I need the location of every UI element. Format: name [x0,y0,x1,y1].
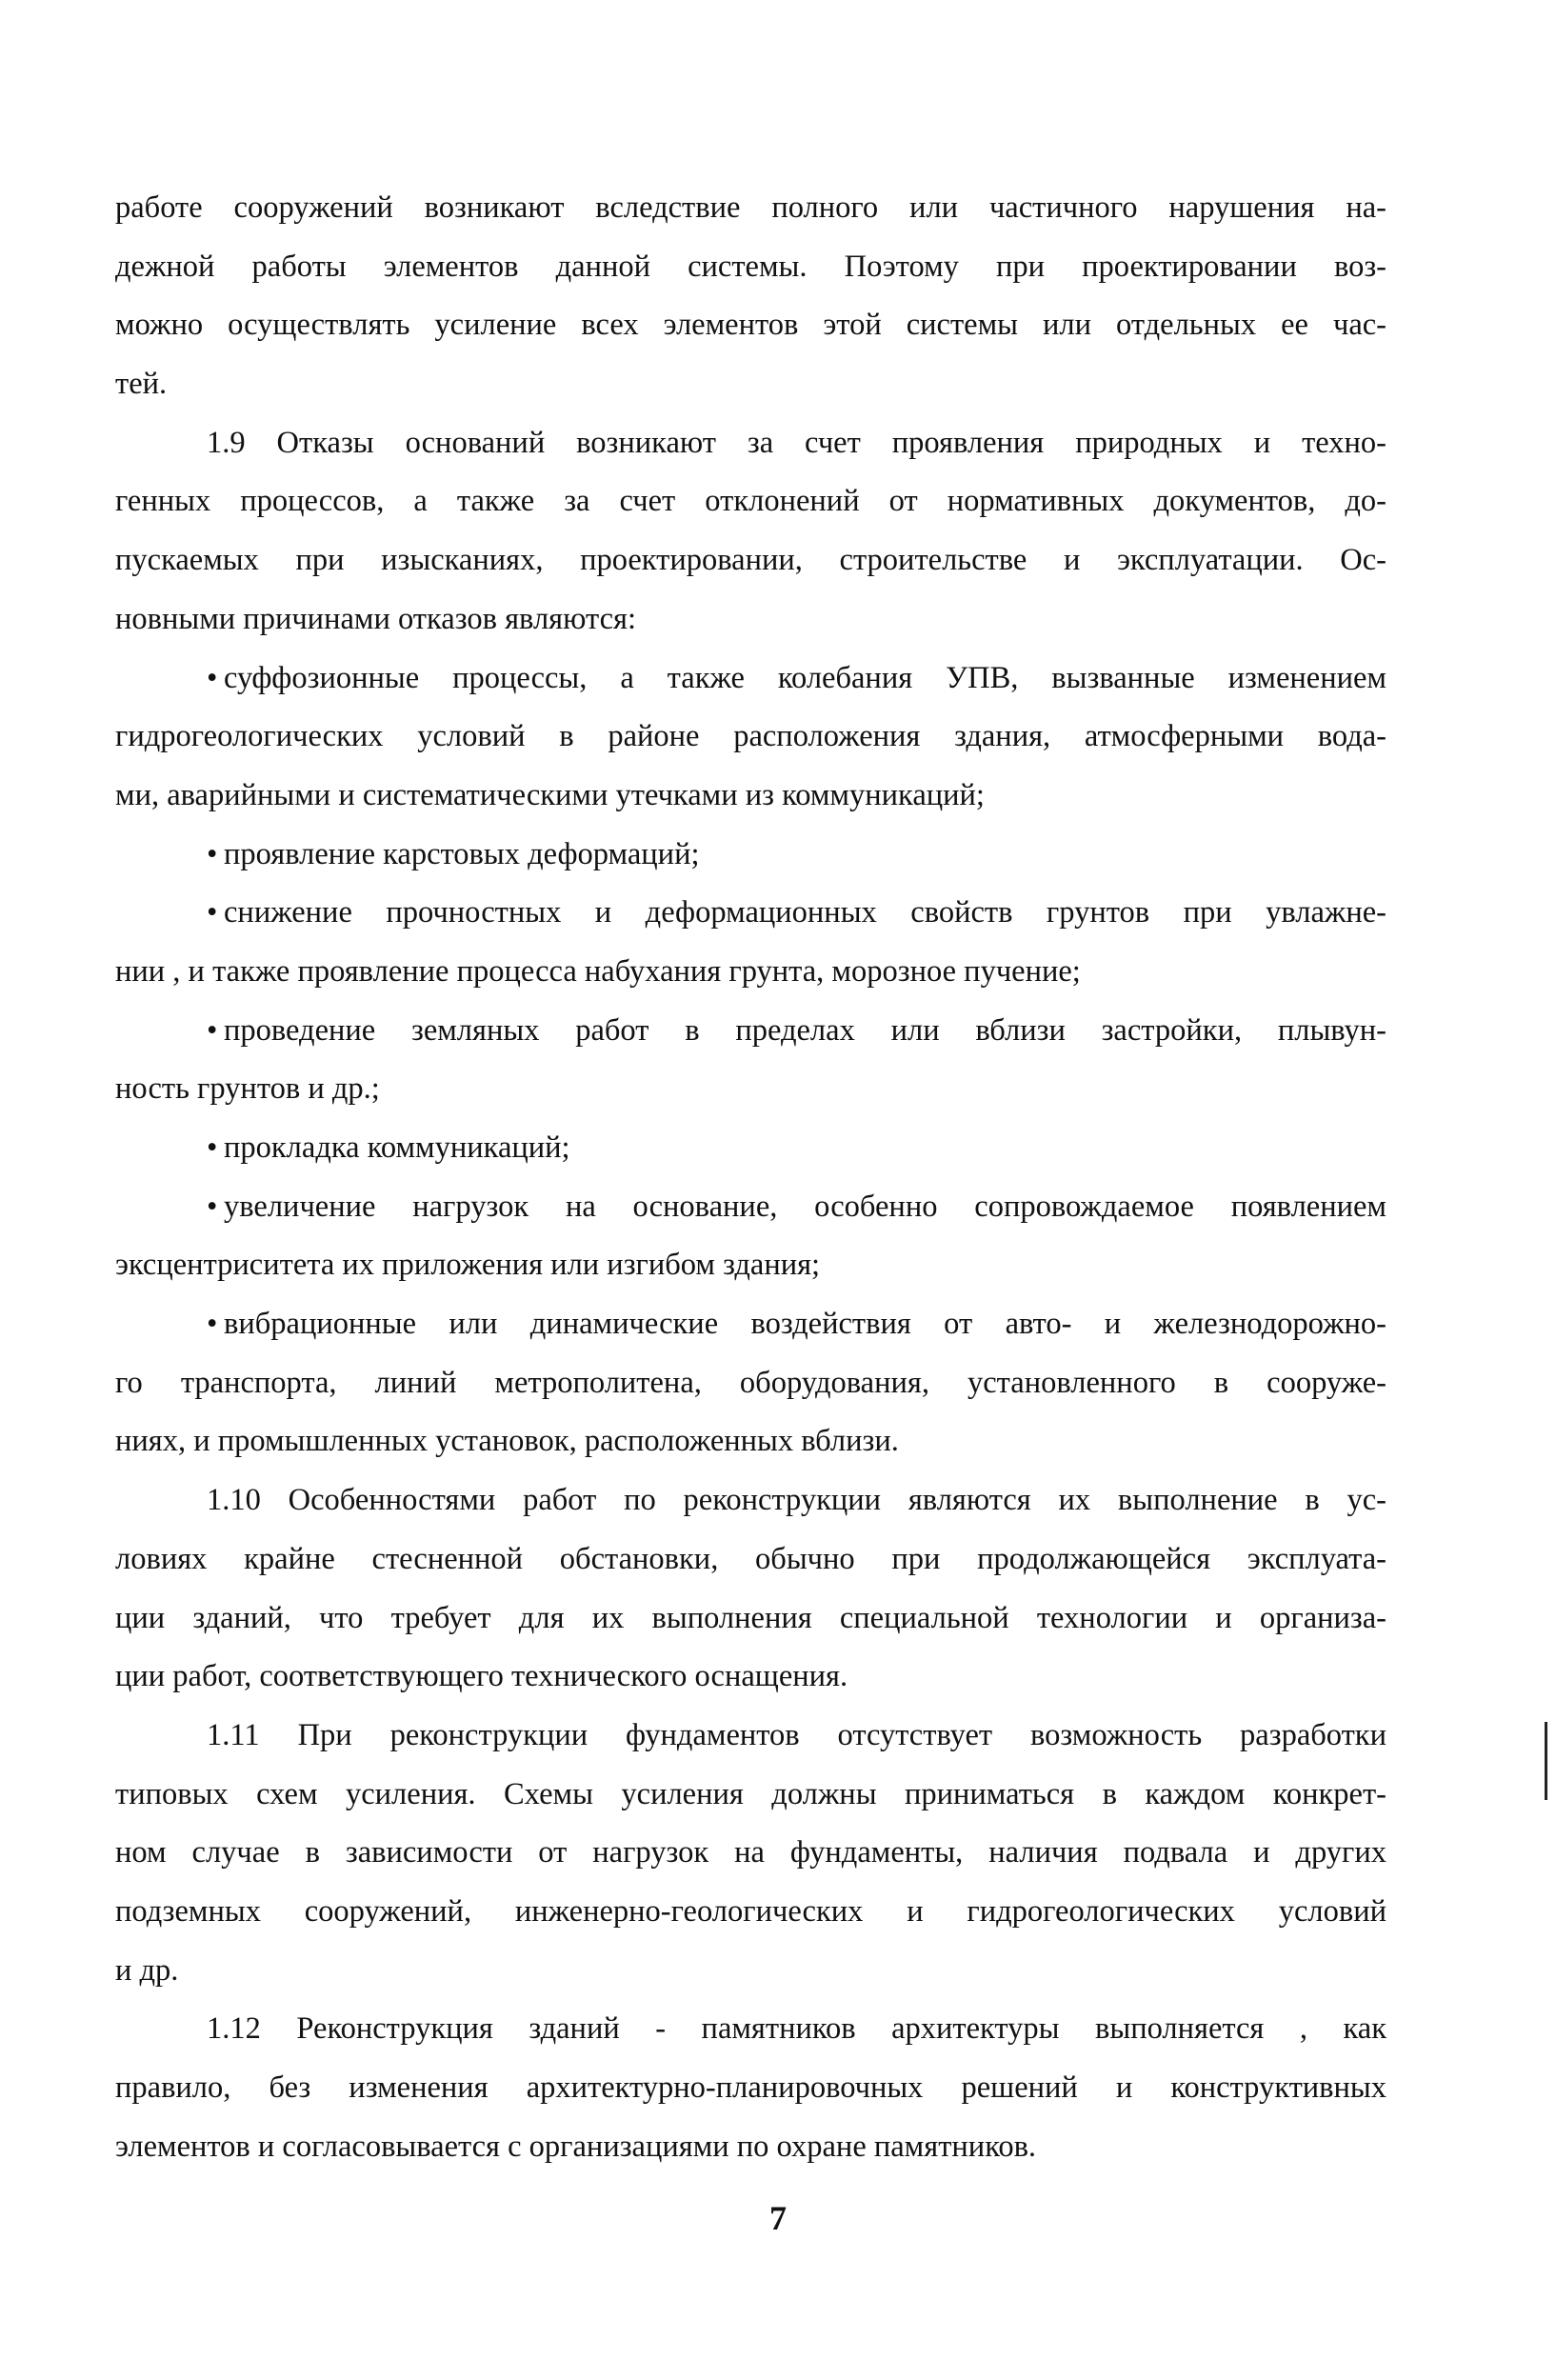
text-line [115,1060,1386,1119]
bullet-list-item [115,1295,1386,1354]
bullet-icon: • [207,660,218,695]
bullet-icon: • [207,1012,218,1048]
text-line [115,1236,1386,1295]
bullet-list-item [115,650,1386,709]
text-line [115,943,1386,1002]
line-text: увеличение нагрузок на основание, особенно сопровождаемое появлением [224,1189,1386,1224]
line-text: вибрационные или динамические воздействия от авто- и железнодорожно- [224,1307,1386,1342]
line-text: ном случае в зависимости от нагрузок на фундаменты, наличия подвала и других [115,1835,1386,1870]
text-line [115,2118,1386,2177]
line-text: го транспорта, линий метрополитена, оборудования, установленного в сооруже- [115,1365,1386,1400]
line-text: проявление карстовых деформаций; [224,836,700,871]
page-number: 7 [769,2199,787,2237]
bullet-list-item [115,1178,1386,1237]
line-text: нии , и также проявление процесса набухания грунта, морозное пучение; [115,953,1081,989]
line-text: ность грунтов и др.; [115,1071,380,1107]
line-text: снижение прочностных и деформационных свойств грунтов при увлажне- [224,895,1386,930]
text-line [115,1471,1386,1530]
line-text: генных процессов, а также за счет отклонений от нормативных документов, до- [115,484,1386,519]
text-line [115,179,1386,238]
line-text: 1.11 При реконструкции фундаментов отсутствует возможность разработки [207,1717,1386,1752]
line-text: ниях, и промышленных установок, расположенных вблизи. [115,1424,899,1459]
line-text: проведение земляных работ в пределах или вблизи застройки, плывун- [224,1012,1386,1048]
text-line [115,238,1386,297]
text-line [115,1354,1386,1413]
line-text: типовых схем усиления. Схемы усиления должны приниматься в каждом конкрет- [115,1776,1386,1811]
text-line [115,767,1386,826]
text-line [115,1824,1386,1883]
line-text: эксцентриситета их приложения или изгибом здания; [115,1248,821,1283]
line-text: ции работ, соответствующего технического оснащения. [115,1659,848,1694]
line-text: пускаемых при изысканиях, проектировании, строительстве и эксплуатации. Ос- [115,543,1386,578]
line-text: новными причинами отказов являются: [115,601,636,636]
text-line [115,1883,1386,1942]
line-text: ции зданий, что требует для их выполнения специальной технологии и организа- [115,1600,1386,1635]
line-text: ловиях крайне стесненной обстановки, обычно при продолжающейся эксплуата- [115,1541,1386,1576]
text-line [115,1942,1386,2001]
document-body [115,179,1386,2176]
text-line [115,296,1386,355]
text-line [115,1590,1386,1649]
line-text: дежной работы элементов данной системы. Поэтому при проектировании воз- [115,249,1386,284]
bullet-list-item [115,826,1386,885]
text-line [115,1648,1386,1707]
line-text: 1.9 Отказы оснований возникают за счет проявления природных и техно- [207,425,1386,460]
text-line [115,531,1386,590]
text-line [115,2000,1386,2059]
text-line [115,1530,1386,1590]
line-text: 1.10 Особенностями работ по реконструкции являются их выполнение в ус- [207,1483,1386,1518]
line-text: и др. [115,1952,179,1988]
line-text: подземных сооружений, инженерно-геологических и гидрогеологических условий [115,1893,1386,1929]
bullet-icon: • [207,836,218,871]
line-text: 1.12 Реконструкция зданий - памятников архитектуры выполняется , как [207,2011,1386,2047]
line-text: правило, без изменения архитектурно-планировочных решений и конструктивных [115,2070,1386,2105]
bullet-list-item [115,1119,1386,1178]
text-line [115,1707,1386,1766]
bullet-list-item [115,1002,1386,1061]
text-line [115,2059,1386,2118]
line-text: гидрогеологических условий в районе расположения здания, атмосферными вода- [115,719,1386,754]
line-text: можно осуществлять усиление всех элементов этой системы или отдельных ее час- [115,308,1386,343]
text-line [115,590,1386,650]
text-line [115,414,1386,473]
line-text: суффозионные процессы, а также колебания УПВ, вызванные изменением [224,660,1386,695]
bullet-icon: • [207,1130,218,1165]
text-line [115,355,1386,414]
bullet-icon: • [207,895,218,930]
text-line [115,1412,1386,1471]
bullet-list-item [115,884,1386,943]
bullet-icon: • [207,1189,218,1224]
line-text: прокладка коммуникаций; [224,1130,570,1165]
margin-rule [1545,1722,1547,1800]
line-text: работе сооружений возникают вследствие полного или частичного нарушения на- [115,190,1386,225]
text-line [115,708,1386,767]
text-line [115,472,1386,531]
line-text: элементов и согласовывается с организациями по охране памятников. [115,2129,1037,2164]
line-text: ми, аварийными и систематическими утечками из коммуникаций; [115,777,985,812]
line-text: тей. [115,367,168,402]
text-line [115,1766,1386,1825]
bullet-icon: • [207,1307,218,1342]
